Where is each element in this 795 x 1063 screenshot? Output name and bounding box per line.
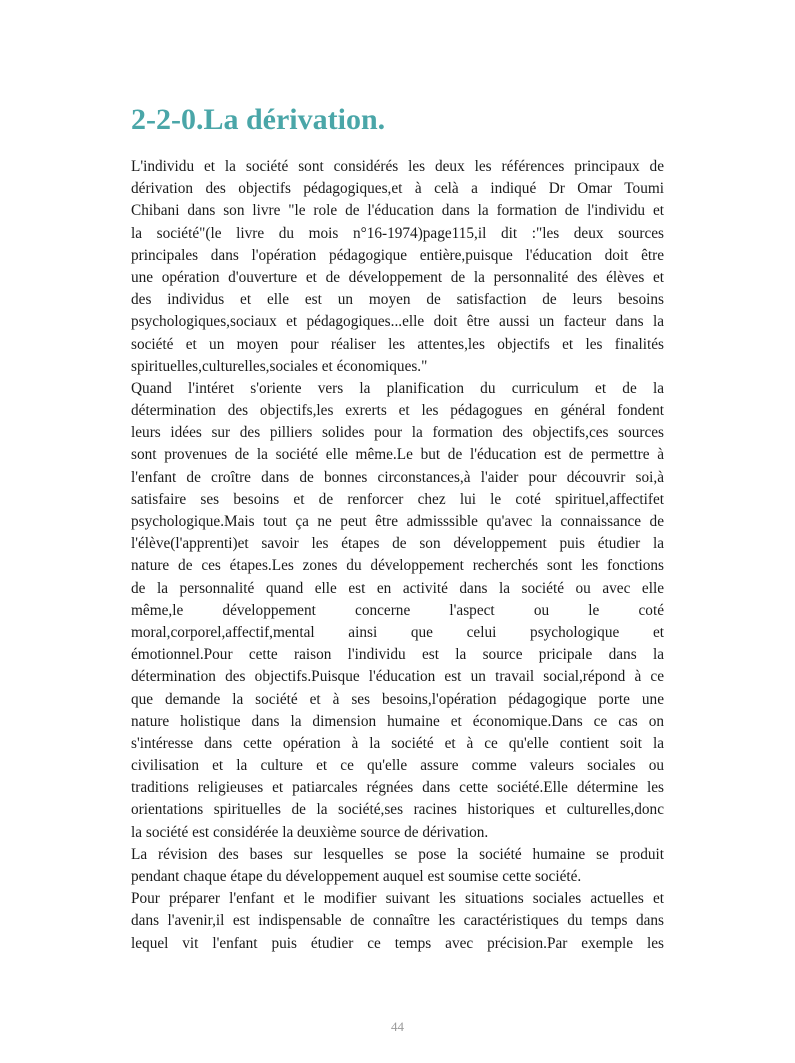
text-line: civilisation et la culture et ce qu'elle assure comme valeurs sociales ou [131, 757, 664, 775]
text-line: une opération d'ouverture et de développement de la personnalité des élèves et [131, 268, 664, 286]
text-line: principales dans l'opération pédagogique entière,puisque l'éducation doit être [131, 246, 664, 264]
text-line: psychologiques,sociaux et pédagogiques...elle doit être aussi un facteur dans la [131, 313, 664, 331]
text-line: lequel vit l'enfant puis étudier ce temps avec précision.Par exemple les [131, 934, 664, 952]
text-line: spirituelles,culturelles,sociales et économiques." [131, 357, 428, 375]
text-line: émotionnel.Pour cette raison l'individu est la source pricipale dans la [131, 646, 664, 664]
text-line: pendant chaque étape du développement auquel est soumise cette société. [131, 868, 582, 885]
text-line: détermination des objectifs.Puisque l'éducation est un travail social,répond à ce [131, 668, 664, 686]
text-line: Quand l'intéret s'oriente vers la planification du curriculum et de la [131, 379, 664, 397]
section-heading: 2-2-0.La dérivation. [131, 103, 386, 136]
text-line: société et un moyen pour réaliser les attentes,les objectifs et les finalités [131, 335, 664, 353]
text-line: des individus et elle est un moyen de satisfaction de leurs besoins [131, 291, 664, 309]
text-line: La révision des bases sur lesquelles se pose la société humaine se produit [131, 845, 664, 863]
text-line: de la personnalité quand elle est en activité dans la société ou avec elle [131, 579, 664, 597]
text-line: s'intéresse dans cette opération à la société et à ce qu'elle contient soit la [131, 734, 664, 752]
text-line: que demande la société et à ses besoins,l'opération pédagogique porte une [131, 690, 664, 708]
text-line: dans l'avenir,il est indispensable de connaître les caractéristiques du temps dans [131, 912, 664, 930]
page-number: 44 [391, 1019, 404, 1034]
text-line: leurs idées sur des pilliers solides pour la formation des objectifs,ces sources [131, 424, 664, 442]
text-line: la société"(le livre du mois n°16-1974)page115,il dit :"les deux sources [131, 224, 664, 242]
text-line: même,le développement concerne l'aspect ou le coté [131, 601, 664, 619]
text-line: orientations spirituelles de la société,ses racines historiques et culturelles,donc [131, 801, 664, 819]
text-line: nature de ces étapes.Les zones du développement recherchés sont les fonctions [131, 557, 664, 575]
text-line: l'enfant de croître dans de bonnes circonstances,à l'aider pour découvrir soi,à [131, 468, 664, 486]
text-line: la société est considérée la deuxième source de dérivation. [131, 823, 489, 841]
text-line: satisfaire ses besoins et de renforcer chez lui le coté spirituel,affectifet [131, 490, 664, 508]
text-line: traditions religieuses et patiarcales régnées dans cette société.Elle détermine les [131, 779, 664, 797]
text-line: l'élève(l'apprenti)et savoir les étapes de son développement puis étudier la [131, 535, 664, 553]
text-line: Pour préparer l'enfant et le modifier suivant les situations sociales actuelles et [131, 890, 664, 908]
text-line: psychologique.Mais tout ça ne peut être admisssible qu'avec la connaissance de [131, 513, 664, 530]
text-line: nature holistique dans la dimension humaine et économique.Dans ce cas on [131, 712, 664, 730]
text-line: L'individu et la société sont considérés les deux les références principaux de [131, 158, 664, 175]
body-text [131, 156, 664, 955]
text-line: moral,corporel,affectif,mental ainsi que celui psychologique et [131, 623, 664, 641]
text-line: sont provenues de la société elle même.Le but de l'éducation est de permettre à [131, 446, 664, 464]
text-line: dérivation des objectifs pédagogiques,et à celà a indiqué Dr Omar Toumi [131, 180, 664, 198]
text-line: Chibani dans son livre "le role de l'éducation dans la formation de l'individu et [131, 202, 664, 220]
text-line: détermination des objectifs,les exrerts et les pédagogues en général fondent [131, 402, 664, 420]
